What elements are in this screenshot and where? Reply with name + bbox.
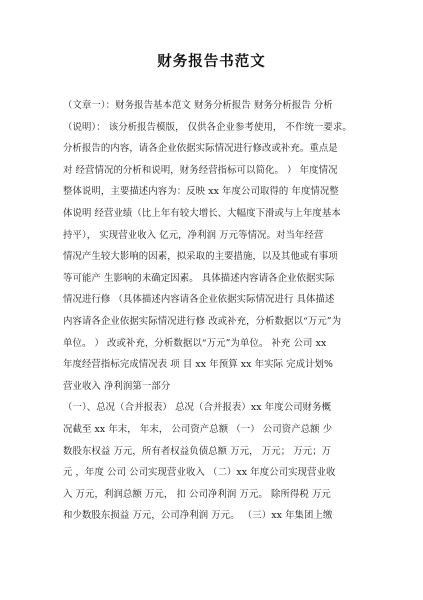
text-line: （一）、总况（合并报表） 总况（合并报表）xx 年度公司财务概: [63, 402, 332, 414]
document-title: 财务报告书范文: [157, 53, 266, 70]
text-line: 元 ，年度 公司 公司实现营业收入 （二）xx 年度公司实现营业收: [63, 467, 336, 479]
text-line: 和少数股东损益 万元，公司净利润 万元。 （三）xx 年集团上缴: [63, 510, 333, 522]
text-line: 等可能产 生影响的未确定因素。 具体描述内容请各企业依据实际: [63, 272, 335, 284]
text-line: 年度经营指标完成情况表 项 目 xx 年预算 xx 年实际 完成计划%: [63, 359, 334, 371]
text-line: 对 经营情况的分析和说明，财务经营指标可以简化。 ） 年度情况: [63, 164, 338, 176]
text-line: 分析报告的内容，请各企业依据实际情况进行修改或补充。重点是: [63, 143, 338, 155]
text-line: 体说明 经营业绩（比上年有较大增长、大幅度下滑或与上年度基本: [63, 207, 341, 219]
text-line: （说明）： 该分析报告模版， 仅供各企业参考使用， 不作统一要求。: [63, 121, 352, 133]
text-line: 整体说明，主要描述内容为：反映 xx 年度公司取得的 年度情况整: [63, 186, 339, 198]
text-line: 情况产生较大影响的因素，拟采取的主要措施，以及其他或有事项: [63, 251, 338, 263]
text-line: 持平）， 实现营业收入 亿元，净利润 万元等情况。对当年经营: [63, 229, 324, 241]
text-line: 内容请各企业依据实际情况进行修 改或补充，分析数据以“万元”为: [63, 315, 342, 327]
text-line: 况截至 xx 年末， 年末， 公司资产总额 （一） 公司资产总额 少: [63, 423, 333, 435]
text-line: （文章一）：财务报告基本范文 财务分析报告 财务分析报告 分析: [63, 100, 333, 111]
text-line: 入 万元，利润总额 万元， 扣 公司净利润 万元。 除所得税 万元: [63, 488, 331, 500]
document-body: [63, 95, 381, 527]
text-line: 情况进行修 （具体描述内容请各企业依据实际情况进行 具体描述: [63, 294, 335, 306]
text-line: 营业收入 净利润第一部分: [63, 380, 171, 392]
text-line: 数股东权益 万元，所有者权益负债总额 万元， 万元； 万元；万: [63, 445, 332, 457]
text-line: 单位。 ） 改或补充，分析数据以“万元”为单位。 补充 公司 xx: [63, 337, 327, 349]
